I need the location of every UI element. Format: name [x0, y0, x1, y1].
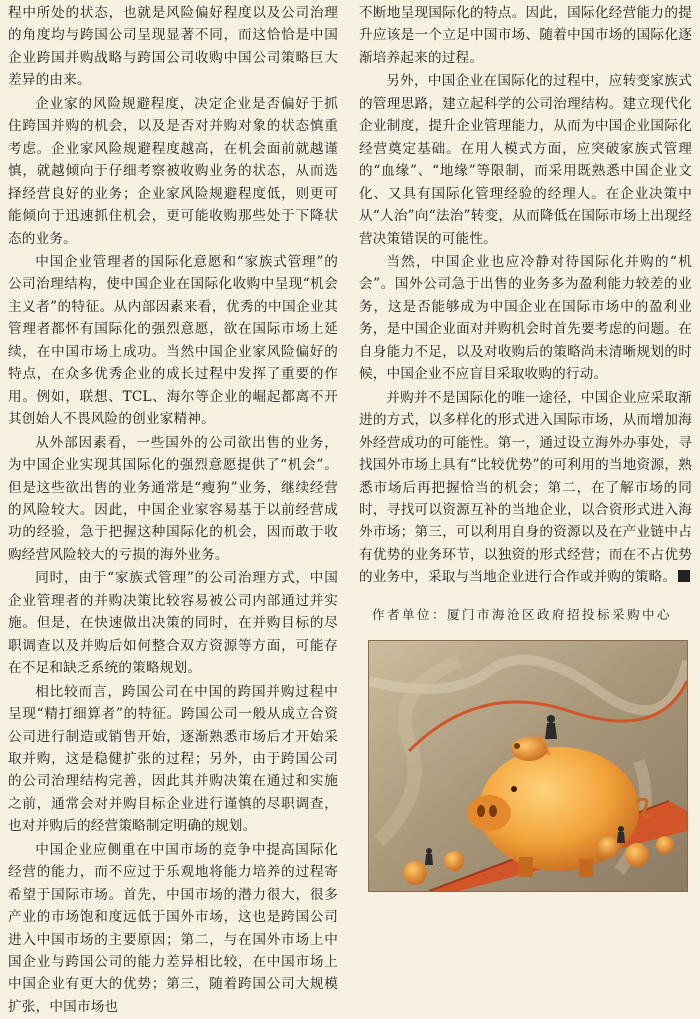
paragraph: 不断地呈现国际化的特点。因此，国际化经营能力的提升应该是一个立足中国市场、随着中国市场的国际化逐渐培养起来的过程。: [359, 5, 692, 66]
piggy-bank-illustration: [368, 640, 688, 892]
left-column: [8, 2, 338, 1019]
paragraph: 从外部因素看，一些国外的公司欲出售的业务，为中国企业实现其国际化的强烈意愿提供了“机会”。但是这些欲出售的业务通常是“瘦狗”业务，继续经营的风险较大。因此，中国企业家容易基于以前经营成功的经验，急于把握这种国际化的机会，因而敢于收购经营风险较大的亏损的海外业务。: [8, 434, 338, 563]
paragraph: 企业家的风险规避程度，决定企业是否偏好于抓住跨国并购的机会，以及是否对并购对象的状态慎重考虑。企业家风险规避程度越高，在机会面前就越谨慎，就越倾向于仔细考察被收购业务的状态，从而选择经营良好的业务；企业家风险规避程度低，则更可能倾向于迅速抓住机会，更可能收购那些处于下降状态的业务。: [8, 95, 338, 247]
paragraph-text: 并购并不是国际化的唯一途径，中国企业应采取渐进的方式，以多样化的形式进入国际市场，从而增加海外经营成功的可能性。第一，通过设立海外办事处，寻找国外市场上具有“比较优势”的可利用的当地资源，熟悉市场后再把握恰当的机会；第二，在了解市场的同时，寻找可以资源互补的当地企业，以合资形式进入海外市场；第三，可以利用自身的资源以及在产业链中占有优势的业务环节，以独资的形式经营；而在不占优势的业务中，采取与当地企业进行合作或并购的策略。: [359, 389, 692, 586]
paragraph: 程中所处的状态，也就是风险偏好程度以及公司治理的角度均与跨国公司呈现显著不同，而这恰恰是中国企业跨国并购战略与跨国公司收购中国公司策略巨大差异的由来。: [8, 5, 338, 89]
right-column: [359, 2, 692, 590]
paragraph: 当然，中国企业也应冷静对待国际化并购的“机会”。国外公司急于出售的业务多为盈利能力较差的业务，这是否能够成为中国企业在国际市场中的盈利业务，是中国企业面对并购机会时首先要考虑的问题。在自身能力不足，以及对收购后的策略尚未清晰规划的时候，中国企业不应盲目采取收购的行动。: [359, 253, 692, 383]
author-affiliation: 作者单位：厦门市海沧区政府招投标采购中心: [372, 607, 673, 622]
paragraph: 相比较而言，跨国公司在中国的跨国并购过程中呈现“精打细算者”的特征。跨国公司一般从成立合资公司进行制造或销售开始，逐渐熟悉市场后才开始采取并购，这是稳健扩张的过程；另外，由于跨国公司的公司治理结构完善，因此其并购决策在通过和实施之前，通常会对并购目标企业进行谨慎的尽职调查，也对并购后的经营策略制定明确的规划。: [8, 683, 338, 835]
paragraph: 另外，中国企业在国际化的过程中，应转变家族式的管理思路，建立起科学的公司治理结构。建立现代化企业制度，提升企业管理能力，从而为中国企业国际化经营奠定基础。在用人模式方面，应突破家族式管理的“血缘”、“地缘”等限制，而采用既熟悉中国企业文化、又具有国际化管理经验的经理人。在企业决策中从“人治”向“法治”转变，从而降低在国际市场上出现经营决策错误的可能性。: [359, 73, 692, 247]
paragraph: 中国企业管理者的国际化意愿和“家族式管理”的公司治理结构，使中国企业在国际化收购中呈现“机会主义者”的特征。从内部因素来看，优秀的中国企业其管理者都怀有国际化的强烈意愿，欲在国际市场上延续，在中国市场上成功。当然中国企业家风险偏好的特点，在众多优秀企业的成长过程中发挥了重要的作用。例如，联想、TCL、海尔等企业的崛起都离不开其创始人不畏风险的创业家精神。: [8, 253, 338, 428]
paragraph: 中国企业应侧重在中国市场的竞争中提高国际化经营的能力，而不应过于乐观地将能力培养的过程寄希望于国际市场。首先，中国市场的潜力很大，很多产业的市场饱和度远低于国外市场，这也是跨国公司进入中国市场的主要原因；第二，与在国外市场上中国企业与跨国公司的能力差异相比较，在中国市场上中国企业有更大的优势；第三，随着跨国公司大规模扩张，中国市场也: [8, 841, 338, 1015]
paragraph: 同时，由于“家族式管理”的公司治理方式，中国企业管理者的并购决策比较容易被公司内部通过并实施。但是，在快速做出决策的同时，在并购目标的尽职调查以及并购后如何整合双方资源等方面，可能存在不足和缺乏系统的策略规划。: [8, 570, 338, 677]
paragraph-last: [359, 387, 692, 589]
illustration-svg: [369, 641, 687, 891]
end-of-article-mark-icon: [678, 570, 690, 582]
